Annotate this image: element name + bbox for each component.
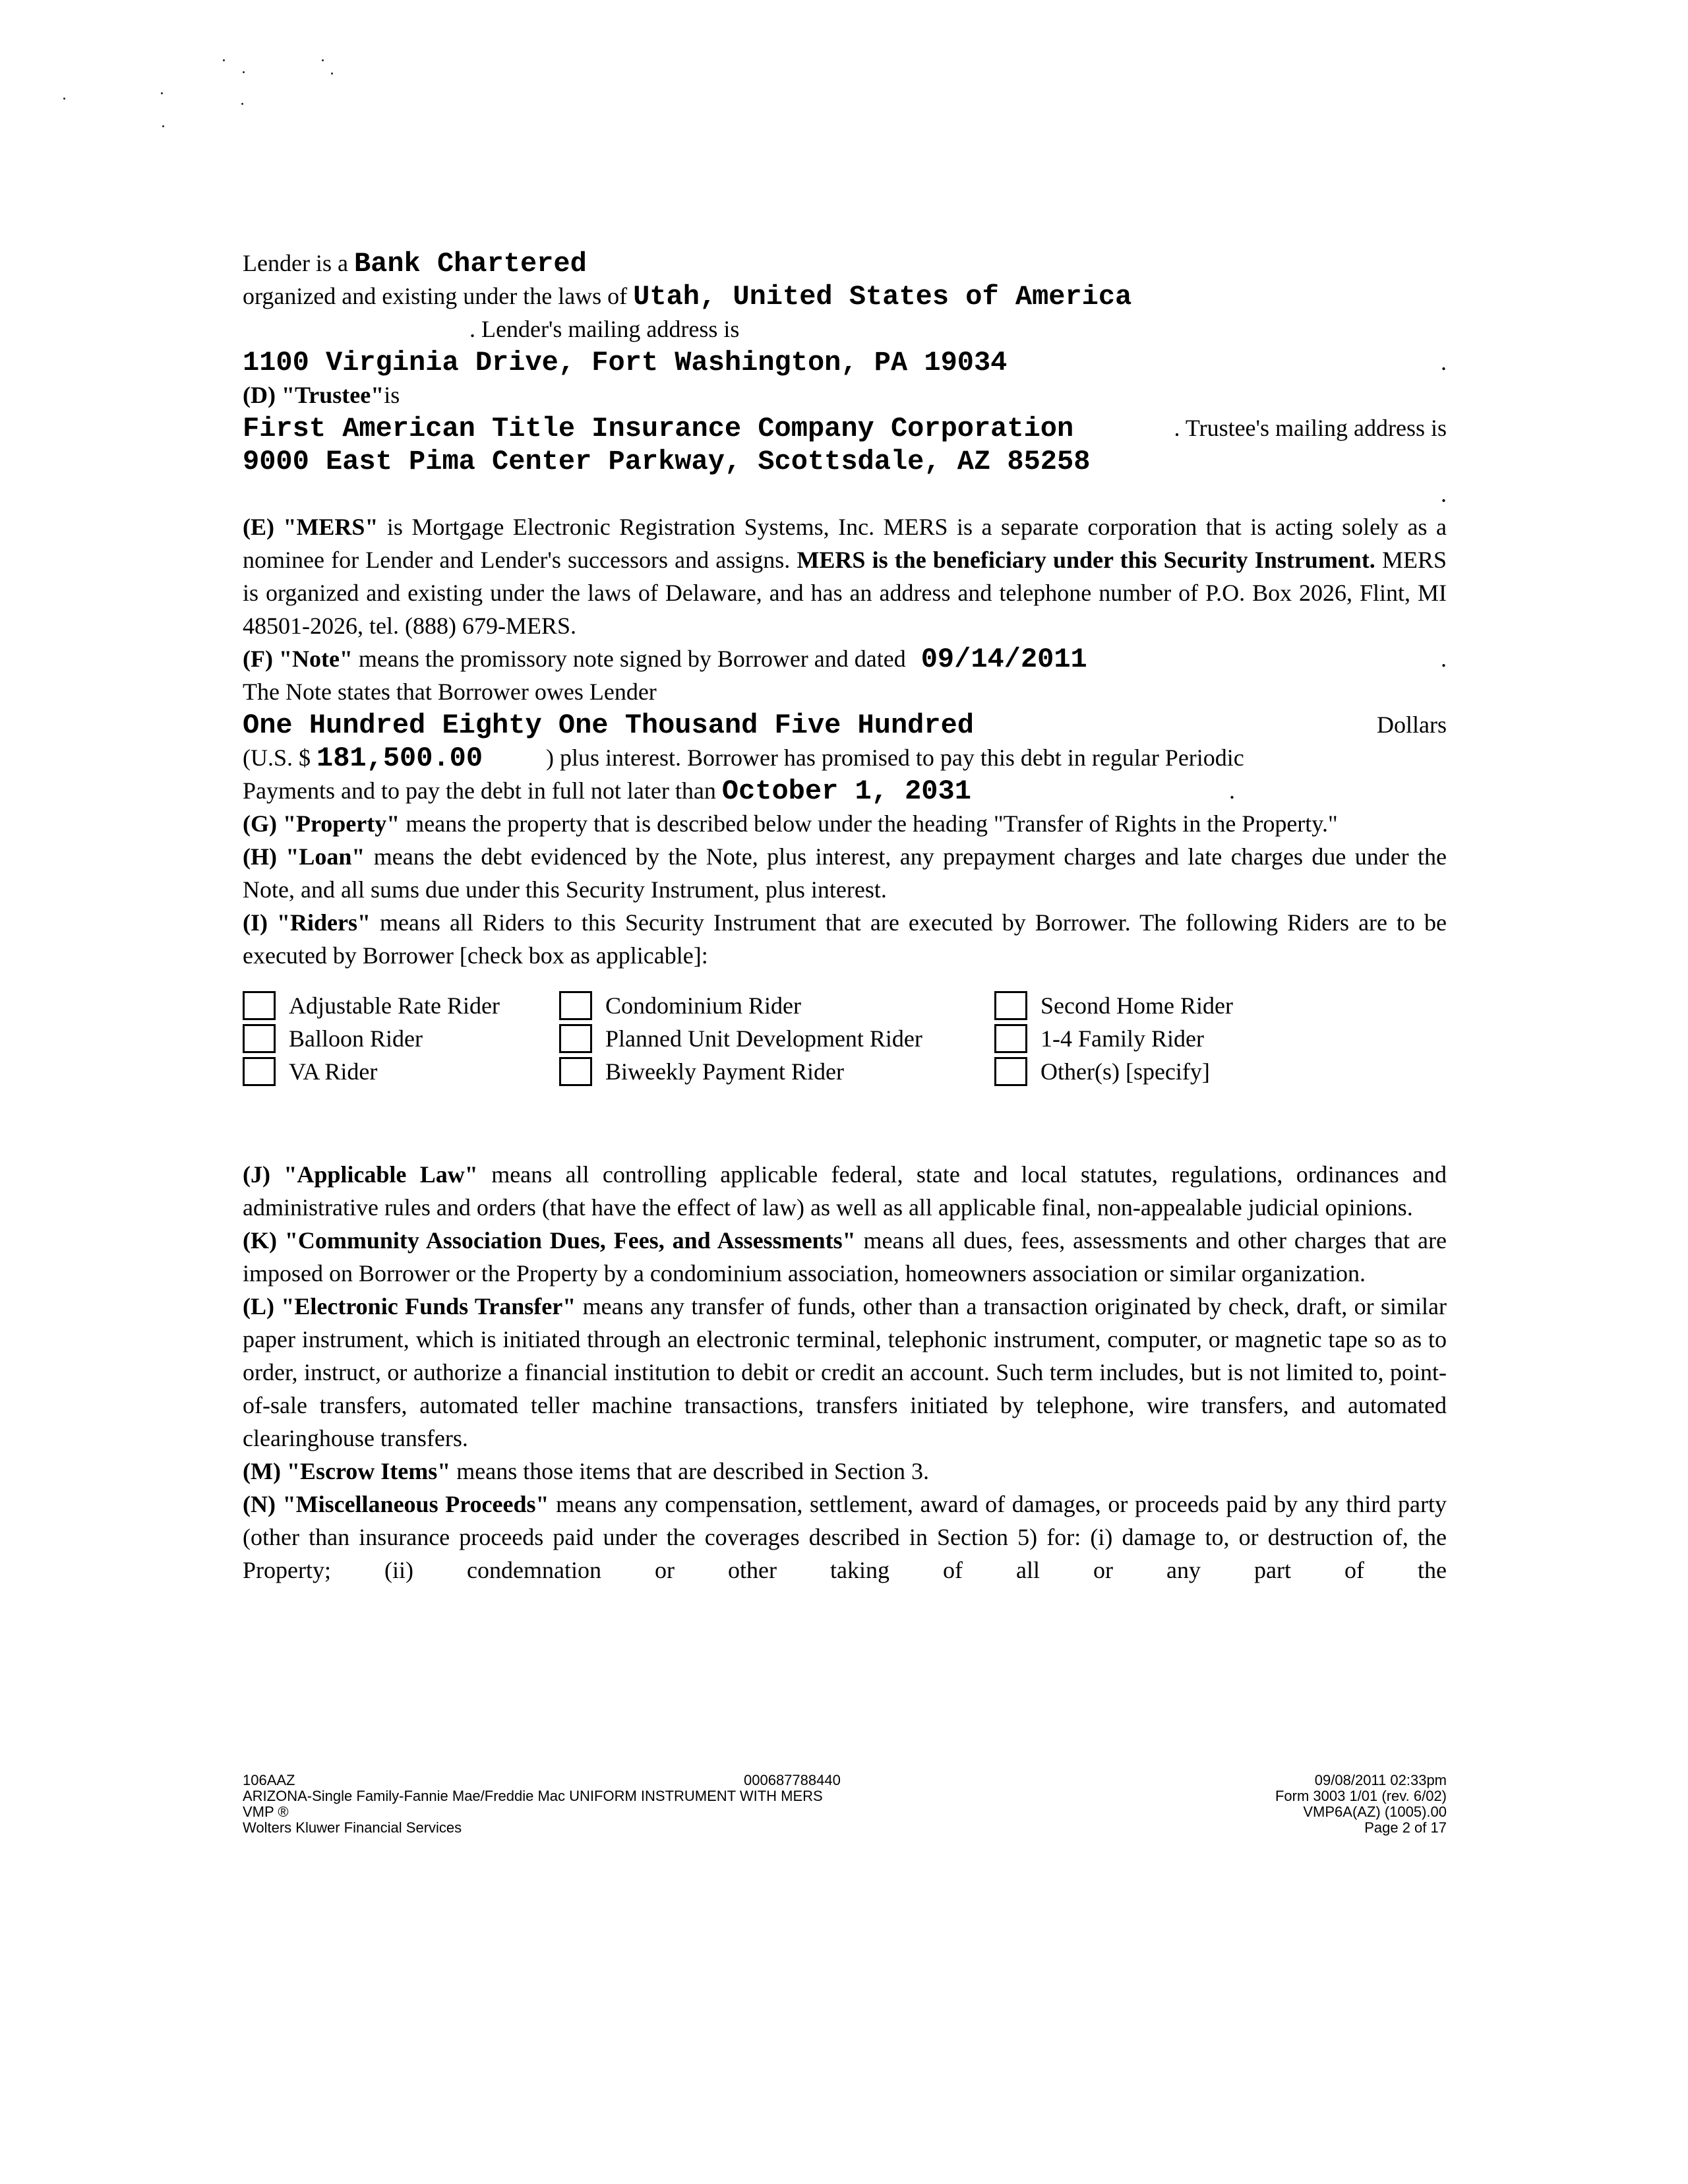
rider-checkbox[interactable] <box>243 991 276 1020</box>
note-amount-words: One Hundred Eighty One Thousand Five Hundred <box>243 710 974 741</box>
rider-label: Biweekly Payment Rider <box>605 1058 844 1085</box>
footer-code: 106AAZ <box>243 1772 295 1788</box>
mers-label: (E) "MERS" <box>243 514 378 540</box>
lender-mailing-label: . Lender's mailing address is <box>469 316 740 342</box>
trustee-address-line <box>243 444 1447 477</box>
applicable-law-text: means all controlling applicable federal, state and local statutes, regulations, ordinances and administrative rules and orders (that have the effect of law) as well as all applicable final, non-appealable judicial opinions. <box>243 1161 1447 1221</box>
misc-proceeds-paragraph <box>243 1488 1447 1587</box>
note-maturity: October 1, 2031 <box>721 775 971 807</box>
rider-adjustable-rate <box>243 989 559 1022</box>
trustee-mailing-label: . Trustee's mailing address is <box>1174 415 1447 441</box>
lender-line <box>243 247 1447 280</box>
rider-label: Second Home Rider <box>1040 992 1233 1019</box>
rider-checkbox[interactable] <box>559 991 592 1020</box>
escrow-text: means those items that are described in Section 3. <box>456 1458 930 1484</box>
note-interest-text: ) plus interest. Borrower has promised to pay this debt in regular Periodic <box>546 744 1244 771</box>
rider-condominium <box>559 989 994 1022</box>
rider-label: Adjustable Rate Rider <box>289 992 500 1019</box>
rider-label: Balloon Rider <box>289 1025 423 1052</box>
rider-label: VA Rider <box>289 1058 378 1085</box>
trustee-heading-suffix: is <box>384 382 400 408</box>
misc-proceeds-text: means any compensation, settlement, award of damages, or proceeds paid by any third party (other than insurance proceeds paid under the coverages described in Section 5) for: (i) damage to, or destruction of, the Property; (ii) condemnation or other taking of all or any part of the <box>243 1491 1447 1583</box>
line-end-period: . <box>1441 349 1447 375</box>
note-line <box>243 642 1447 675</box>
rider-pud <box>559 1022 994 1055</box>
riders-label: (I) "Riders" <box>243 909 371 936</box>
trustee-address: 9000 East Pima Center Parkway, Scottsdale, AZ 85258 <box>243 446 1091 477</box>
document-body <box>243 247 1447 1587</box>
scan-speck <box>241 103 243 105</box>
escrow-paragraph <box>243 1455 1447 1488</box>
footer-page-number: Page 2 of 17 <box>1364 1819 1447 1836</box>
note-owes: The Note states that Borrower owes Lender <box>243 679 657 705</box>
line-end-period: . <box>1441 481 1447 507</box>
rider-one-four-family <box>994 1022 1324 1055</box>
scan-speck <box>331 73 333 75</box>
escrow-label: (M) "Escrow Items" <box>243 1458 451 1484</box>
rider-label: Other(s) [specify] <box>1040 1058 1210 1085</box>
trustee-heading: (D) "Trustee" <box>243 382 384 408</box>
scan-speck <box>63 98 65 100</box>
rider-checkbox[interactable] <box>243 1024 276 1053</box>
rider-checkbox[interactable] <box>994 991 1027 1020</box>
rider-second-home <box>994 989 1324 1022</box>
rider-checkbox[interactable] <box>559 1024 592 1053</box>
lender-jurisdiction: Utah, United States of America <box>633 281 1132 313</box>
eft-text: means any transfer of funds, other than a transaction originated by check, draft, or similar paper instrument, which is initiated through an electronic terminal, telephonic instrument, computer, or magnetic tape so as to order, instruct, or authorize a financial institution to debit or credit an account. Such term includes, but is not limited to, point-of-sale transfers, automated teller machine transactions, transfers initiated by telephone, wire transfers, and automated clearinghouse transfers. <box>243 1293 1447 1451</box>
note-amount-line <box>243 741 1447 774</box>
loan-paragraph <box>243 840 1447 906</box>
mers-paragraph <box>243 510 1447 642</box>
note-us-prefix: (U.S. $ <box>243 744 311 771</box>
eft-label: (L) "Electronic Funds Transfer" <box>243 1293 576 1320</box>
footer-center <box>744 1773 841 1788</box>
rider-label: 1-4 Family Rider <box>1040 1025 1204 1052</box>
rider-checkbox[interactable] <box>994 1024 1027 1053</box>
rider-va <box>243 1055 559 1088</box>
riders-checklist <box>243 989 1447 1088</box>
property-label: (G) "Property" <box>243 810 400 837</box>
scan-speck <box>322 59 324 61</box>
note-maturity-line <box>243 774 1447 807</box>
footer-publisher: Wolters Kluwer Financial Services <box>243 1819 462 1836</box>
applicable-law-label: (J) "Applicable Law" <box>243 1161 478 1188</box>
applicable-law-paragraph <box>243 1158 1447 1224</box>
rider-checkbox[interactable] <box>994 1057 1027 1086</box>
note-owes-line <box>243 675 1447 708</box>
rider-label: Planned Unit Development Rider <box>605 1025 922 1052</box>
trustee-name-line <box>243 411 1447 444</box>
footer-form-description: ARIZONA-Single Family-Fannie Mae/Freddie Mac UNIFORM INSTRUMENT WITH MERS <box>243 1788 823 1804</box>
footer-left <box>243 1773 823 1836</box>
note-dollars: Dollars <box>1377 712 1447 738</box>
lender-jurisdiction-prefix: organized and existing under the laws of <box>243 283 628 309</box>
riders-paragraph <box>243 906 1447 972</box>
trustee-name: First American Title Insurance Company Corporation <box>243 413 1074 444</box>
scan-speck <box>243 71 245 73</box>
lender-type: Bank Chartered <box>353 248 587 280</box>
line-end-period: . <box>1441 646 1447 672</box>
eft-paragraph <box>243 1290 1447 1455</box>
footer-vmp-code: VMP6A(AZ) (1005).00 <box>1303 1804 1447 1820</box>
trustee-address-end-line <box>243 477 1447 510</box>
rider-checkbox[interactable] <box>559 1057 592 1086</box>
community-text: means all dues, fees, assessments and other charges that are imposed on Borrower or the Property by a condominium association, homeowners association or similar organization. <box>243 1227 1447 1287</box>
note-amount-words-line <box>243 708 1447 741</box>
loan-text: means the debt evidenced by the Note, plus interest, any prepayment charges and late charges due under the Note, and all sums due under this Security Instrument, plus interest. <box>243 843 1447 903</box>
note-date: 09/14/2011 <box>920 644 1087 675</box>
mers-text-2: MERS is organized and existing under the laws of Delaware, and has an address and telephone number of P.O. Box 2026, Flint, MI 48501-2026, tel. (888) 679-MERS. <box>243 547 1447 639</box>
rider-biweekly <box>559 1055 994 1088</box>
property-text: means the property that is described below under the heading "Transfer of Rights in the Property." <box>406 810 1338 837</box>
property-paragraph <box>243 807 1447 840</box>
footer-right <box>1275 1773 1447 1836</box>
footer-loan-number: 000687788440 <box>744 1772 841 1788</box>
scan-speck <box>162 125 164 127</box>
scan-speck <box>223 59 225 61</box>
rider-checkbox[interactable] <box>243 1057 276 1086</box>
rider-label: Condominium Rider <box>605 992 801 1019</box>
mers-bold-text: MERS is the beneficiary under this Security Instrument. <box>797 547 1375 573</box>
lender-address: 1100 Virginia Drive, Fort Washington, PA 19034 <box>243 347 1008 379</box>
note-payments-text: Payments and to pay the debt in full not later than <box>243 777 716 804</box>
loan-label: (H) "Loan" <box>243 843 365 870</box>
footer-form-number: Form 3003 1/01 (rev. 6/02) <box>1275 1788 1447 1804</box>
line-end-period: . <box>1229 777 1235 804</box>
mers-text-1: is Mortgage Electronic Registration Systems, Inc. MERS is a separate corporation that is acting solely as a nominee for Lender and Lender's successors and assigns. <box>243 514 1447 573</box>
community-paragraph <box>243 1224 1447 1290</box>
footer-vmp: VMP ® <box>243 1804 289 1820</box>
footer-timestamp: 09/08/2011 02:33pm <box>1314 1772 1447 1788</box>
rider-balloon <box>243 1022 559 1055</box>
misc-proceeds-label: (N) "Miscellaneous Proceeds" <box>243 1491 549 1517</box>
rider-other <box>994 1055 1324 1088</box>
lender-address-line <box>243 346 1447 379</box>
community-label: (K) "Community Association Dues, Fees, and Assessments" <box>243 1227 856 1254</box>
note-amount: 181,500.00 <box>316 743 483 774</box>
lender-mailing-label-line <box>243 313 1447 346</box>
note-text: means the promissory note signed by Borrower and dated <box>358 646 906 672</box>
riders-text: means all Riders to this Security Instrument that are executed by Borrower. The following Riders are to be executed by Borrower [check box as applicable]: <box>243 909 1447 969</box>
lender-prefix: Lender is a <box>243 250 348 276</box>
note-label: (F) "Note" <box>243 646 353 672</box>
lender-jurisdiction-line <box>243 280 1447 313</box>
trustee-heading-line <box>243 379 1447 411</box>
scan-speck <box>161 92 163 94</box>
